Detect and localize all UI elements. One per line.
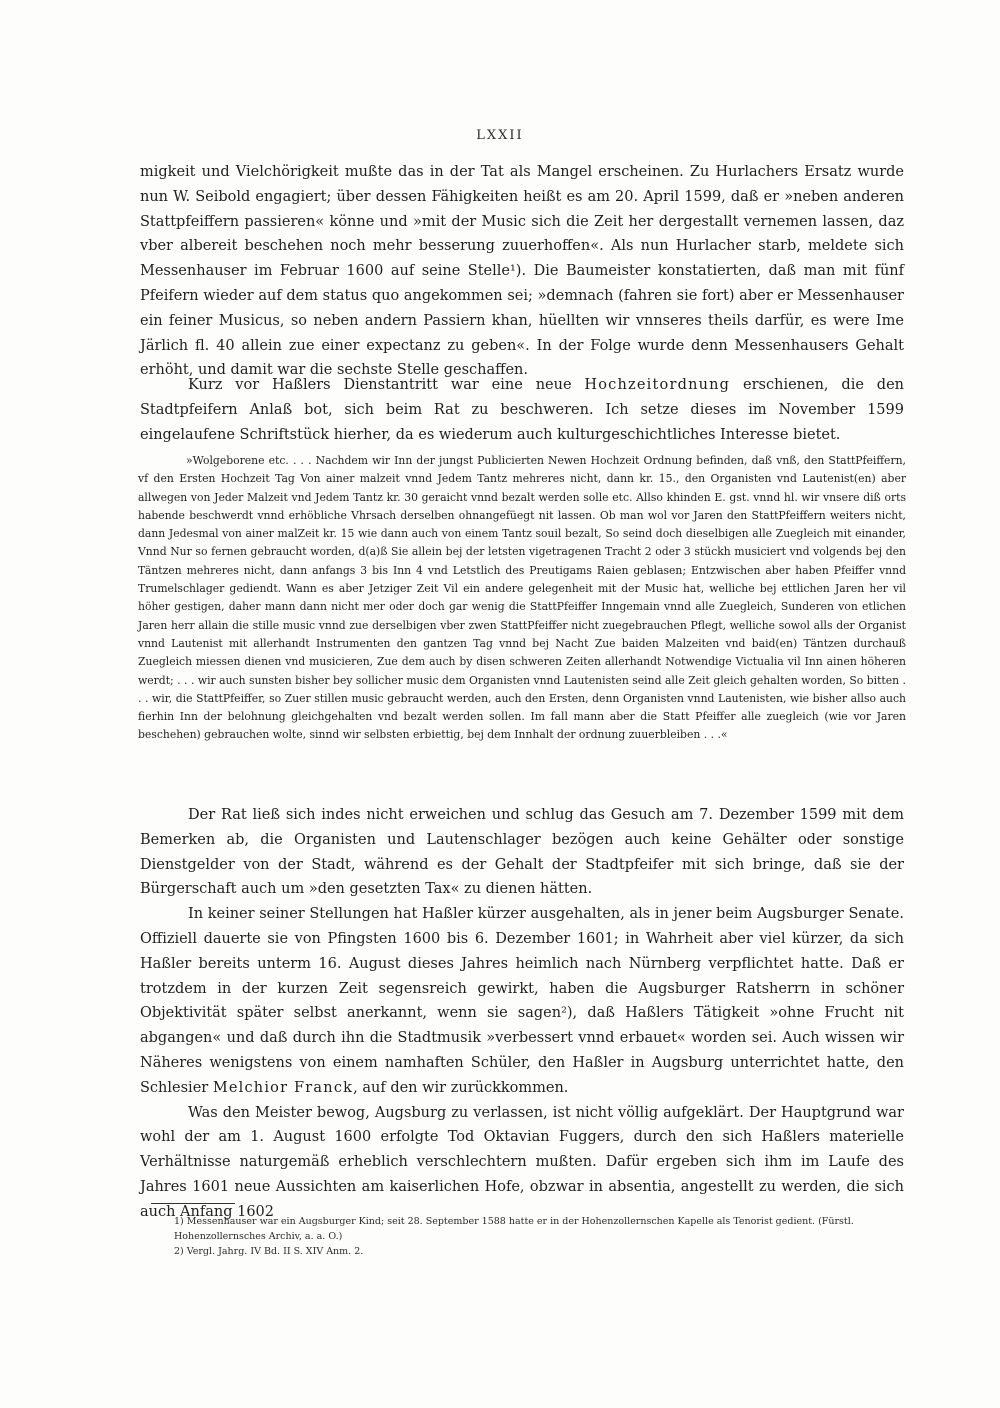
emphasis-hochzeitordnung: Hochzeitordnung [584,377,731,393]
quote-text: »Wolgeborene etc. . . . Nachdem wir Inn der jungst Publicierten Newen Hochzeit Ordnung befinden, daß vnß, den StattPfeiffern, vf den Ersten Hochzeit Tag Von ainer malzeit vnnd Jedem Tantz mehreres nicht, dann kr. 15., den Organisten vnd Lautenist(en) aber allwegen von Jeder Malzeit vnd Jedem Tantz kr. 30 geraicht vnnd bezalt werden solle etc. Allso khinden E. gst. vnnd hl. wir vnsere diß orts habende beschwerdt vnnd erhöbliche Vhrsach derselben ohnangefüegt nit lassen. Ob man wol vor Jaren den StattPfeiffern weiters nicht, dann Jedesmal von ainer malZeit kr. 15 wie dann auch von einem Tantz souil bezalt, So seind doch dieselbigen alle Zuegleich mit einander, Vnnd Nur so fernen gebraucht worden, d(a)ß Sie allein bej der letsten vigetragenen Tracht 2 oder 3 stückh musiciert vnd volgends bej den Täntzen mehreres nicht, dann anfangs 3 bis Inn 4 vnd Letstlich des Preutigams Raien geblasen; Entzwischen aber haben Pfeiffer vnnd Trumelschlager gediendt. Wann es aber Jetziger Zeit Vil ein andere gelegenheit mit der Music hat, welliche bej ettlichen Jaren her vil höher gestigen, daher mann dann nicht mer oder doch gar wenig die StattPfeiffer Inngemain vnnd alle Zuegleich, Sunderen von etlichen Jaren herr allain die stille music vnnd zue derselbigen vber zwen StattPfeiffer nicht zuegebrauchen Pflegt, welliche sowol alls der Organist vnnd Lautenist mit allerhandt Instrumenten den gantzen Tag vnnd bej Nacht Zue baiden Malzeiten vnd baid(en) Täntzen durchauß Zuegleich miessen dienen vnd musicieren, Zue dem auch by disen schweren Zeiten allerhandt Notwendige Victualia vil Inn ainen höheren werdt; . . . wir auch sunsten bisher bey sollicher music dem Organisten vnnd Lautenisten seind alle Zeit gleich gehalten worden, So bitten . . . wir, die StattPfeiffer, so Zuer stillen music gebraucht werden, auch den Ersten, denn Organisten vnnd Lautenisten, wie bisher allso auch fierhin Inn der belohnung gleichgehalten vnd bezalt werden sollen. Im fall mann aber die Statt Pfeiffer alle zuegleich (wie vor Jaren beschehen) gebrauchen wolte, sinnd wir selbsten erbiettig, bej dem Innhalt der ordnung zuuerbleiben . . .« [138,454,906,742]
paragraph-4-text: In keiner seiner Stellungen hat Haßler kürzer ausgehalten, als in jener beim Augsburger Senate. Offiziell dauerte sie von Pfingsten 1600 bis 6. Dezember 1601; in Wahrheit aber viel kürzer, da sich Haßler bereits unterm 16. August dieses Jahres heimlich nach Nürnberg verpflichtet hatte. Daß er trotzdem in der kurzen Zeit segensreich gewirkt, haben die Augsburger Ratsherrn in schöner Objektivität später selbst anerkannt, wenn sie sagen²), daß Haßlers Tätigkeit »ohne Frucht nit abgangen« und daß durch ihn die Stadtmusik »verbessert vnnd erbauet« worden sei. Auch wissen wir Näheres wenigstens von einem namhaften Schüler, den Haßler in Augsburg unterrichtet hatte, den Schlesier [140,906,904,1096]
paragraph-4 [140,902,904,1100]
footnote-1: 1) Messenhauser war ein Augsburger Kind; seit 28. September 1588 hatte er in der Hohenzollernschen Kapelle als Tenorist gedient. (Fürstl. Hohenzollernsches Archiv, a. a. O.) [174,1216,854,1242]
paragraph-1: migkeit und Vielchörigkeit mußte das in der Tat als Mangel erscheinen. Zu Hurlachers Ersatz wurde nun W. Seibold engagiert; über dessen Fähigkeiten heißt es am 20. April 1599, daß er »neben anderen Stattpfeiffern passieren« könne und »mit der Music sich die Zeit her dergestallt vernemen lassen, daz vber albereit beschehen noch mehr besserung zuuerhoffen«. Als nun Hurlacher starb, meldete sich Messenhauser im Februar 1600 auf seine Stelle¹). Die Baumeister konstatierten, daß man mit fünf Pfeifern wieder auf dem status quo angekommen sei; »demnach (fahren sie fort) aber er Messenhauser ein feiner Musicus, so neben andern Passiern khan, hüellten wir vnnseres theils darfür, es were Ime Järlich fl. 40 allein zue einer expectanz zu geben«. In der Folge wurde denn Messenhausers Gehalt erhöht, und damit war die sechste Stelle geschaffen. [140,164,904,379]
footnotes [140,1214,904,1259]
paragraph-2-end: erschienen, die den Stadtpfeifern Anlaß bot, sich beim Rat zu beschweren. Ich setze dieses im November 1599 eingelaufene Schriftstück hierher, da es wiederum auch kulturgeschichtliches Interesse bietet. [140,377,904,443]
body-text-upper [140,160,904,383]
paragraph-4-end: , auf den wir zurückkommen. [353,1079,569,1096]
footnote-2: 2) Vergl. Jahrg. IV Bd. II S. XIV Anm. 2. [174,1246,364,1257]
body-text-lower [140,803,904,1225]
footnote-divider [151,1203,235,1204]
page-number: LXXII [476,128,524,143]
quoted-petition [138,452,906,745]
paragraph-3: Der Rat ließ sich indes nicht erweichen und schlug das Gesuch am 7. Dezember 1599 mit dem Bemerken ab, die Organisten und Lautenschlager bezögen auch keine Gehälter oder sonstige Dienstgelder von der Stadt, während es der Gehalt der Stadtpfeifer mit sich bringe, daß sie der Bürgerschaft auch um »den gesetzten Tax« zu dienen hätten. [140,807,904,898]
paragraph-2-start: Kurz vor Haßlers Dienstantritt war eine neue [188,377,585,393]
body-text-hochzeit [140,373,904,447]
paragraph-2 [140,373,904,447]
paragraph-5: Was den Meister bewog, Augsburg zu verlassen, ist nicht völlig aufgeklärt. Der Hauptgrund war wohl der am 1. August 1600 erfolgte Tod Oktavian Fuggers, durch den sich Haßlers materielle Verhältnisse naturgemäß erheblich verschlechtern mußten. Dafür ergeben sich ihm im Laufe des Jahres 1601 neue Aussichten am kaiserlichen Hofe, obzwar in absentia, angestellt zu werden, die sich auch Anfang 1602 [140,1104,904,1220]
emphasis-melchior-franck: Melchior Franck [212,1079,354,1096]
